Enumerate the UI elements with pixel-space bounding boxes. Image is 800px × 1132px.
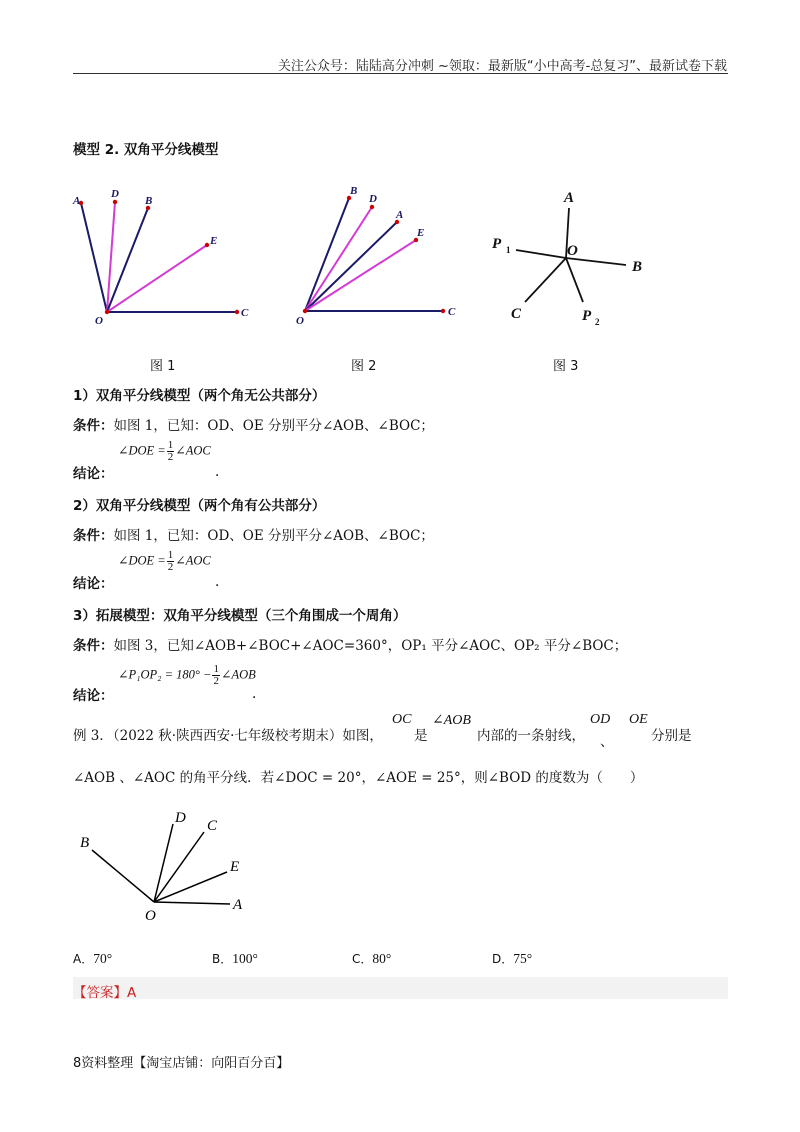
option-c[interactable] <box>352 950 391 967</box>
model1-frac-den: 2 <box>167 451 174 463</box>
fig1-point-o <box>105 310 109 314</box>
model2-frac-den: 2 <box>167 561 174 573</box>
fig3-label-o: O <box>567 243 578 259</box>
option-d-letter: D． <box>492 952 514 966</box>
header-rule <box>73 73 728 74</box>
fig3-label-p2-sub: 2 <box>595 317 600 327</box>
fig3-ray-oc <box>525 258 566 302</box>
fig3-ray-op1 <box>516 250 566 258</box>
model3-formula-rhs: ∠AOB <box>220 667 256 682</box>
option-a[interactable] <box>73 950 112 967</box>
model3-formula <box>118 664 256 687</box>
example-figure <box>70 800 270 930</box>
model2-condition <box>73 524 434 544</box>
fig2-point-d <box>370 205 374 209</box>
fig2-caption: 图 2 <box>351 359 377 374</box>
model1-cond-label: 条件： <box>73 418 114 434</box>
fig2-point-o <box>303 309 307 313</box>
option-c-value: 80° <box>372 951 392 966</box>
fig1-label-a: A <box>73 195 81 207</box>
fig2-label-d: D <box>369 193 377 205</box>
example-oe: OE <box>629 712 648 727</box>
example-aob: ∠AOB <box>432 713 471 728</box>
model2-cond-text: 如图 1，已知：OD、OE 分别平分∠AOB、∠BOC； <box>113 528 434 544</box>
fig1-label-b: B <box>145 195 153 207</box>
example-line2: ∠AOB 、∠AOC 的角平分线．若∠DOC = 20°，∠AOE = 25°，则∠BOD 的度数为（ ） <box>73 770 644 786</box>
fig2-label-e: E <box>417 227 425 239</box>
model3-fraction <box>212 664 220 687</box>
example-is: 是 <box>414 728 428 744</box>
model2-formula-rhs: ∠AOC <box>175 553 211 568</box>
model1-concl-label: 结论： <box>73 466 114 482</box>
ex-ray-od <box>154 824 173 902</box>
fig1-caption: 图 1 <box>150 359 176 374</box>
header-text: 关注公众号：陆陆高分冲刺 ~领取：最新版“小中高考-总复习”、最新试卷下载 <box>277 59 727 74</box>
ex-label-b: B <box>80 835 90 851</box>
model1-frac-num: 1 <box>167 439 174 451</box>
fig1-point-d <box>113 200 117 204</box>
fig2-point-c <box>441 309 445 313</box>
example-sep: 、 <box>600 734 614 750</box>
fig3-label-p2: P <box>582 308 592 324</box>
fig1-label-o: O <box>95 315 103 327</box>
model1-cond-text: 如图 1，已知：OD、OE 分别平分∠AOB、∠BOC； <box>113 418 434 434</box>
model2-fraction <box>167 550 175 573</box>
model3-title: 3）拓展模型：双角平分线模型（三个角围成一个周角） <box>73 608 407 624</box>
option-a-letter: A． <box>73 952 94 966</box>
model3-concl-label: 结论： <box>73 688 114 704</box>
fig1-label-e: E <box>210 235 218 247</box>
model1-formula <box>118 440 211 463</box>
model2-conclusion <box>73 572 114 592</box>
fig1-ray-oe <box>107 245 207 312</box>
example-inside: 内部的一条射线， <box>477 728 585 744</box>
fig3-label-b: B <box>632 259 643 275</box>
model3-period: . <box>252 686 257 702</box>
figure-1 <box>72 188 249 327</box>
model1-condition <box>73 414 434 434</box>
option-a-value: 70° <box>93 951 113 966</box>
model1-conclusion <box>73 462 114 482</box>
fig2-label-c: C <box>448 306 456 318</box>
figures-row <box>60 180 760 340</box>
model3-frac-den: 2 <box>213 675 219 687</box>
fig3-label-p1-sub: 1 <box>506 245 511 255</box>
fig1-label-d: D <box>111 188 119 200</box>
option-b-value: 100° <box>232 951 258 966</box>
fig3-caption: 图 3 <box>553 359 579 374</box>
model2-cond-label: 条件： <box>73 528 114 544</box>
example-intro: 例 3．（2022 秋·陕西西安·七年级校考期末）如图， <box>73 728 383 744</box>
ex-ray-ob <box>92 850 154 902</box>
model2-formula-lhs: ∠DOE = <box>118 553 166 568</box>
figure-3 <box>492 190 642 327</box>
fig2-label-b: B <box>350 185 358 197</box>
answer-text: 【答案】A <box>73 985 137 1001</box>
option-b-letter: B． <box>212 952 233 966</box>
fig2-ray-oa <box>305 222 397 311</box>
figure-2 <box>296 185 456 327</box>
model2-title: 2）双角平分线模型（两个角有公共部分） <box>73 498 326 514</box>
example-resp: 分别是 <box>651 728 692 744</box>
option-b[interactable] <box>212 950 258 967</box>
fig1-ray-oa <box>81 203 107 312</box>
model2-period: . <box>215 574 220 590</box>
model2-concl-label: 结论： <box>73 576 114 592</box>
fig1-label-c: C <box>241 307 249 319</box>
fig2-label-a: A <box>396 209 404 221</box>
option-d[interactable] <box>492 950 532 967</box>
option-c-letter: C． <box>352 952 373 966</box>
model1-fraction <box>167 440 175 463</box>
fig3-ray-ob <box>566 258 626 265</box>
ex-label-o: O <box>145 908 156 924</box>
fig2-ray-oe <box>305 240 416 311</box>
model2-formula <box>118 550 211 573</box>
model3-formula-lhs: ∠P₁OP₂ = 180° − <box>118 667 212 682</box>
option-d-value: 75° <box>513 951 533 966</box>
model3-cond-label: 条件： <box>73 638 114 654</box>
footer-text: 8资料整理【淘宝店铺：向阳百分百】 <box>73 1056 290 1071</box>
fig3-label-c: C <box>511 306 522 322</box>
section-title: 模型 2. 双角平分线模型 <box>73 142 219 158</box>
fig1-point-e <box>205 243 209 247</box>
fig3-ray-op2 <box>566 258 583 302</box>
model3-conclusion <box>73 684 114 704</box>
ex-label-e: E <box>230 859 240 875</box>
ex-ray-oa <box>154 902 230 904</box>
fig3-label-a: A <box>564 190 575 206</box>
model1-period: . <box>215 464 220 480</box>
model1-formula-lhs: ∠DOE = <box>118 443 166 458</box>
model1-title: 1）双角平分线模型（两个角无公共部分） <box>73 388 326 404</box>
model1-formula-rhs: ∠AOC <box>175 443 211 458</box>
example-oc: OC <box>392 712 412 727</box>
answer-bar <box>73 977 728 999</box>
fig3-label-p1: P <box>492 236 502 252</box>
ex-label-c: C <box>207 818 218 834</box>
model3-frac-num: 1 <box>213 663 219 675</box>
fig2-label-o: O <box>296 315 304 327</box>
example-od: OD <box>590 712 611 727</box>
model3-cond-text: 如图 3，已知∠AOB+∠BOC+∠AOC=360°，OP₁ 平分∠AOC、OP₂ 平分∠BOC； <box>113 638 628 654</box>
ex-label-d: D <box>175 810 186 826</box>
model2-frac-num: 1 <box>167 549 174 561</box>
model3-condition <box>73 634 627 654</box>
ex-label-a: A <box>233 897 243 913</box>
fig1-point-c <box>235 310 239 314</box>
